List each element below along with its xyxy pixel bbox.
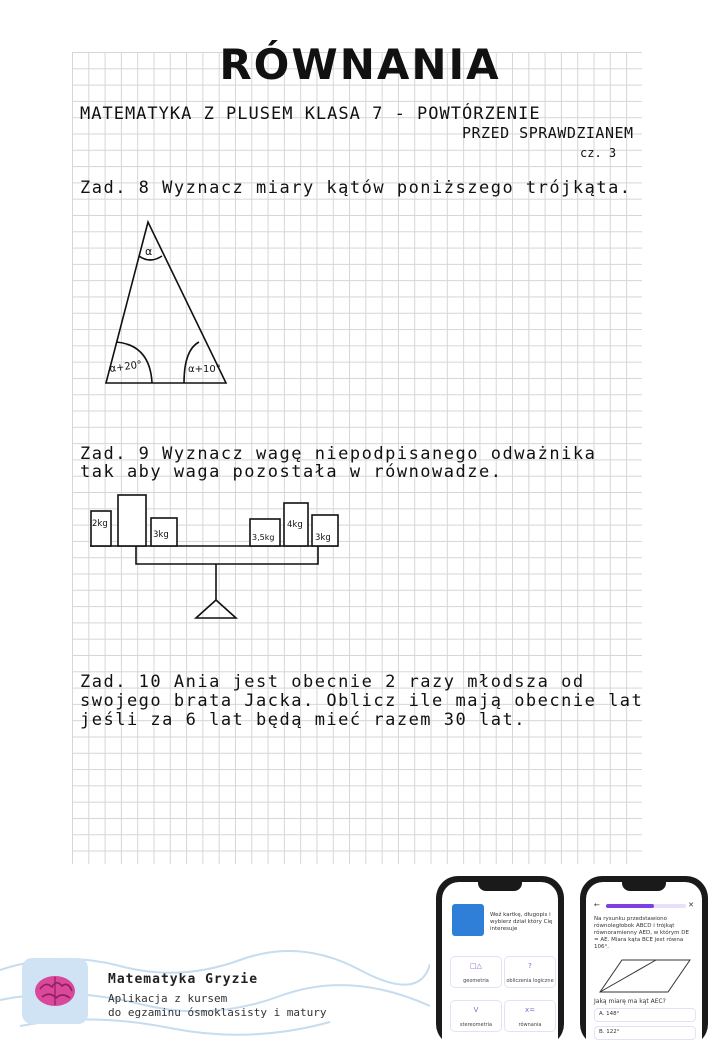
scale-base: [196, 600, 236, 618]
header-line-1: MATEMATYKA Z PLUSEM KLASA 7 - POWTÓRZENIE: [80, 104, 541, 124]
phone-notch: [622, 882, 666, 891]
triangle-outline: [106, 222, 226, 383]
task-8-text: Zad. 8 Wyznacz miary kątów poniższego trójkąta.: [80, 178, 632, 198]
phone-notch: [478, 882, 522, 891]
angle-label-top: α: [145, 245, 153, 258]
brand-subtitle-1: Aplikacja z kursem: [108, 992, 228, 1005]
weight-label-4kg: 4kg: [287, 520, 303, 530]
phone-screen: [442, 882, 558, 1046]
weight-label-2kg: 2kg: [92, 519, 108, 529]
angle-label-right: α+10°: [188, 364, 221, 375]
back-arrow-icon[interactable]: ←: [594, 901, 600, 909]
brain-icon: [32, 971, 78, 1011]
equation-icon: x=: [524, 1006, 535, 1014]
close-icon[interactable]: ✕: [688, 901, 694, 909]
phone-screen: [586, 882, 702, 1046]
topic-prompt: Weź kartkę, długopis i wybierz dział który Cię interesuje: [490, 912, 553, 932]
answer-option-a[interactable]: A. 148°: [594, 1008, 696, 1022]
task-9-text-line2: tak aby waga pozostała w równowadze.: [80, 462, 503, 482]
weight-label-3kg-left: 3kg: [153, 530, 169, 540]
weight-label-3kg-right: 3kg: [315, 533, 331, 543]
brand-name: Matematyka Gryzie: [108, 972, 259, 987]
question-ask: Jaką miarę ma kąt AEC?: [594, 998, 666, 1005]
parallelogram-figure: [596, 956, 694, 996]
page-title: RÓWNANIA: [219, 40, 501, 89]
header-line-2: PRZED SPRAWDZIANEM: [462, 124, 634, 142]
topic-tile-obliczenia[interactable]: ? obliczenia logiczne: [504, 956, 556, 988]
task-10-text-line1: Zad. 10 Ania jest obecnie 2 razy młodsza od: [80, 672, 585, 692]
triangle-figure: [106, 222, 226, 383]
weight-label-3-5kg: 3,5kg: [252, 533, 275, 542]
header-line-3: cz. 3: [580, 146, 617, 160]
task-9-text-line1: Zad. 9 Wyznacz wagę niepodpisanego odważnika: [80, 444, 597, 464]
geometry-tools-icon: [452, 904, 484, 936]
right-angle-arc: [184, 342, 199, 383]
question-text: Na rysunku przedstawiono równoległobok ABCD i trójkąt równoramienny AED, w którym DE = AE. Miara kąta BCE jest równa 106°.: [594, 916, 689, 950]
topic-tile-rownania[interactable]: x= równania: [504, 1000, 556, 1032]
balance-scale: [90, 495, 338, 618]
task-10-text-line3: jeśli za 6 lat będą mieć razem 30 lat.: [80, 710, 526, 730]
topic-tile-geometria[interactable]: □△ geometria: [450, 956, 502, 988]
brand-logo: [22, 958, 88, 1024]
quiz-progress-bar: [606, 904, 686, 908]
phone-mockup-topics: [436, 876, 564, 1046]
shapes-icon: □△: [470, 962, 482, 970]
question-icon: ?: [528, 962, 532, 970]
scale-arm: [136, 546, 318, 564]
answer-option-b[interactable]: B. 122°: [594, 1026, 696, 1040]
task-10-text-line2: swojego brata Jacka. Oblicz ile mają obecnie lat: [80, 691, 644, 711]
volume-icon: V: [473, 1006, 479, 1014]
topic-tile-stereometria[interactable]: V stereometria: [450, 1000, 502, 1032]
weight-unknown: [118, 495, 146, 546]
phone-mockup-question: [580, 876, 708, 1046]
brand-subtitle-2: do egzaminu ósmoklasisty i matury: [108, 1006, 327, 1019]
angle-label-left: α+20°: [108, 359, 143, 375]
